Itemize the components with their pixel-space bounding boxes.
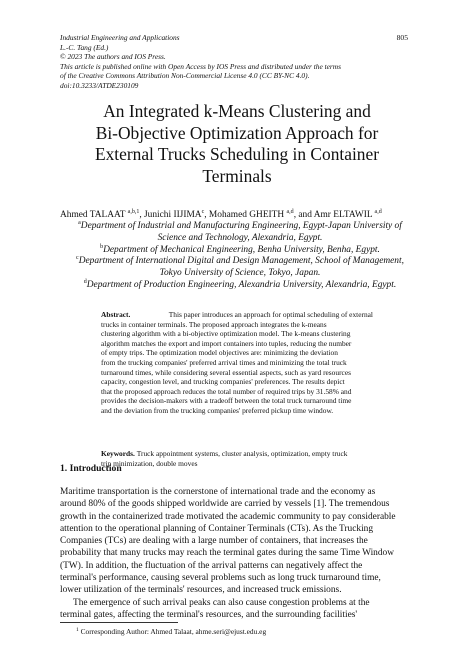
body-line: (TW). In addition, the fluctuation of the arrival patterns can negatively affect the <box>60 560 363 571</box>
title-line: Bi-Objective Optimization Approach for <box>95 122 379 143</box>
author-affiliation-mark: a,d <box>374 209 382 215</box>
header-line: L.-C. Tang (Ed.) <box>60 42 109 52</box>
abstract-line: trucks in container terminals. The proposed approach integrates the k-means <box>101 319 327 329</box>
affiliation-text: Department of Industrial and Manufacturing Engineering, Egypt-Japan University of <box>80 221 402 231</box>
title-line: External Trucks Scheduling in Container <box>94 144 379 165</box>
abstract-line: from the trucking companies' preferred arrival times and minimizing the total truck <box>101 357 347 367</box>
abstract-line: of empty trips. The optimization model objectives are: minimizing the deviation <box>101 348 338 358</box>
keywords-line: trip minimization, double moves <box>101 458 198 468</box>
affiliation <box>60 245 420 257</box>
footnote-text: Corresponding Author: Ahmed Talaat, ahme.seri@ejust.edu.eg <box>78 627 267 636</box>
keywords-line <box>101 449 373 459</box>
affiliation-text: Department of Mechanical Engineering, Benha University, Benha, Egypt. <box>103 244 380 255</box>
author-name: , Mohamed GHEITH <box>204 210 287 220</box>
abstract-line: clustering algorithm with a bi-objective optimization model. The k-means clustering <box>101 329 351 339</box>
body-line: lower utilization of the terminals' resources, and increased truck emissions. <box>60 585 342 596</box>
author-affiliation-mark: c <box>201 209 205 215</box>
header-line: doi:10.3233/ATDE230109 <box>60 80 139 90</box>
abstract-line <box>101 310 373 320</box>
abstract-text: This paper introduces an approach for optimal scheduling of external <box>168 310 373 319</box>
author-name: , and Amr ELTAWIL <box>293 210 375 220</box>
footnote-rule <box>60 622 178 623</box>
abstract-line: turnaround times, while considering several essential aspects, such as yard resources <box>101 367 351 377</box>
author-affiliation-mark: a,d <box>286 209 294 215</box>
body-line: terminal's performance, causing several problems such as long truck turnaround time, <box>60 573 381 584</box>
body-line: terminal gates, affecting the terminal's resources, and the surrounding facilities' <box>60 609 358 620</box>
body-line: Companies (TCs) are dealing with a large number of containers, that increases the <box>60 536 368 547</box>
body-line: attention to the operational planning of Container Terminals (CTs). As the Trucking <box>60 523 374 534</box>
footnote-mark: 1 <box>76 627 79 633</box>
header-line: This article is published online with Open Access by IOS Press and distributed under the terms <box>60 61 342 71</box>
author-name: , Junichi IIJIMA <box>139 210 202 220</box>
paper-title <box>40 101 434 187</box>
body-line: around 80% of the goods shipped worldwide are carried by vessels [1]. The tremendous <box>60 499 390 510</box>
section-heading: 1. Introduction <box>60 463 122 474</box>
affiliation <box>60 256 420 268</box>
author-affiliation-mark: a,b,1 <box>127 209 140 215</box>
body-line: Maritime transportation is the cornerstone of international trade and the economy as <box>60 487 376 497</box>
footnote <box>76 627 266 636</box>
title-line: Terminals <box>202 165 272 186</box>
header-line: of the Creative Commons Attribution Non-Commercial License 4.0 (CC BY-NC 4.0). <box>60 71 310 81</box>
page-number: 805 <box>396 33 408 42</box>
affiliation-text: Department of International Digital and Design Management, School of Management, <box>78 256 404 267</box>
affiliation-list <box>60 221 420 292</box>
affiliation-mark: c <box>76 255 79 262</box>
abstract-line: provides the decision-makers with a tradeoff between the total truck turnaround time <box>101 396 352 406</box>
abstract-label: Abstract. <box>101 310 131 319</box>
affiliation-mark: b <box>100 243 104 250</box>
affiliation <box>60 221 420 233</box>
abstract-line: and the deviation from the trucking companies' preferred pickup time window. <box>101 405 334 415</box>
affiliation <box>60 280 420 292</box>
affiliation-mark: d <box>83 278 87 285</box>
body-text <box>60 486 409 621</box>
journal-header <box>60 33 408 91</box>
affiliation-mark: a <box>78 220 81 226</box>
body-line: growth in the containerized trade motivated the academic community to pay considerable <box>60 511 396 522</box>
abstract-line: that the proposed approach reduces the total number of required trips by 31.58% and <box>101 386 352 396</box>
abstract <box>101 310 373 416</box>
affiliation-continuation: Science and Technology, Alexandria, Egypt. <box>157 232 323 243</box>
keywords-text: Truck appointment systems, cluster analysis, optimization, empty truck <box>136 449 348 458</box>
abstract-line: capacity, congestion level, and trucking companies' preferences. The results depict <box>101 377 345 387</box>
body-line: probability that many trucks may reach the terminal gates during the same Time Window <box>60 548 395 559</box>
keywords-label: Keywords. <box>101 449 135 458</box>
author-list <box>60 209 420 221</box>
author-name: Ahmed TALAAT <box>60 210 128 220</box>
affiliation-text: Department of Production Engineering, Alexandria University, Alexandria, Egypt. <box>86 279 397 290</box>
abstract-line: algorithm matches the export and import containers into tuples, reducing the number <box>101 338 352 348</box>
title-line: An Integrated k-Means Clustering and <box>103 101 371 121</box>
header-line: © 2023 The authors and IOS Press. <box>60 52 166 62</box>
header-line: Industrial Engineering and Applications <box>60 33 180 42</box>
affiliation-continuation: Tokyo University of Science, Tokyo, Japan. <box>159 268 321 279</box>
keywords <box>101 449 373 468</box>
body-line: The emergence of such arrival peaks can also cause congestion problems at the <box>73 597 370 608</box>
